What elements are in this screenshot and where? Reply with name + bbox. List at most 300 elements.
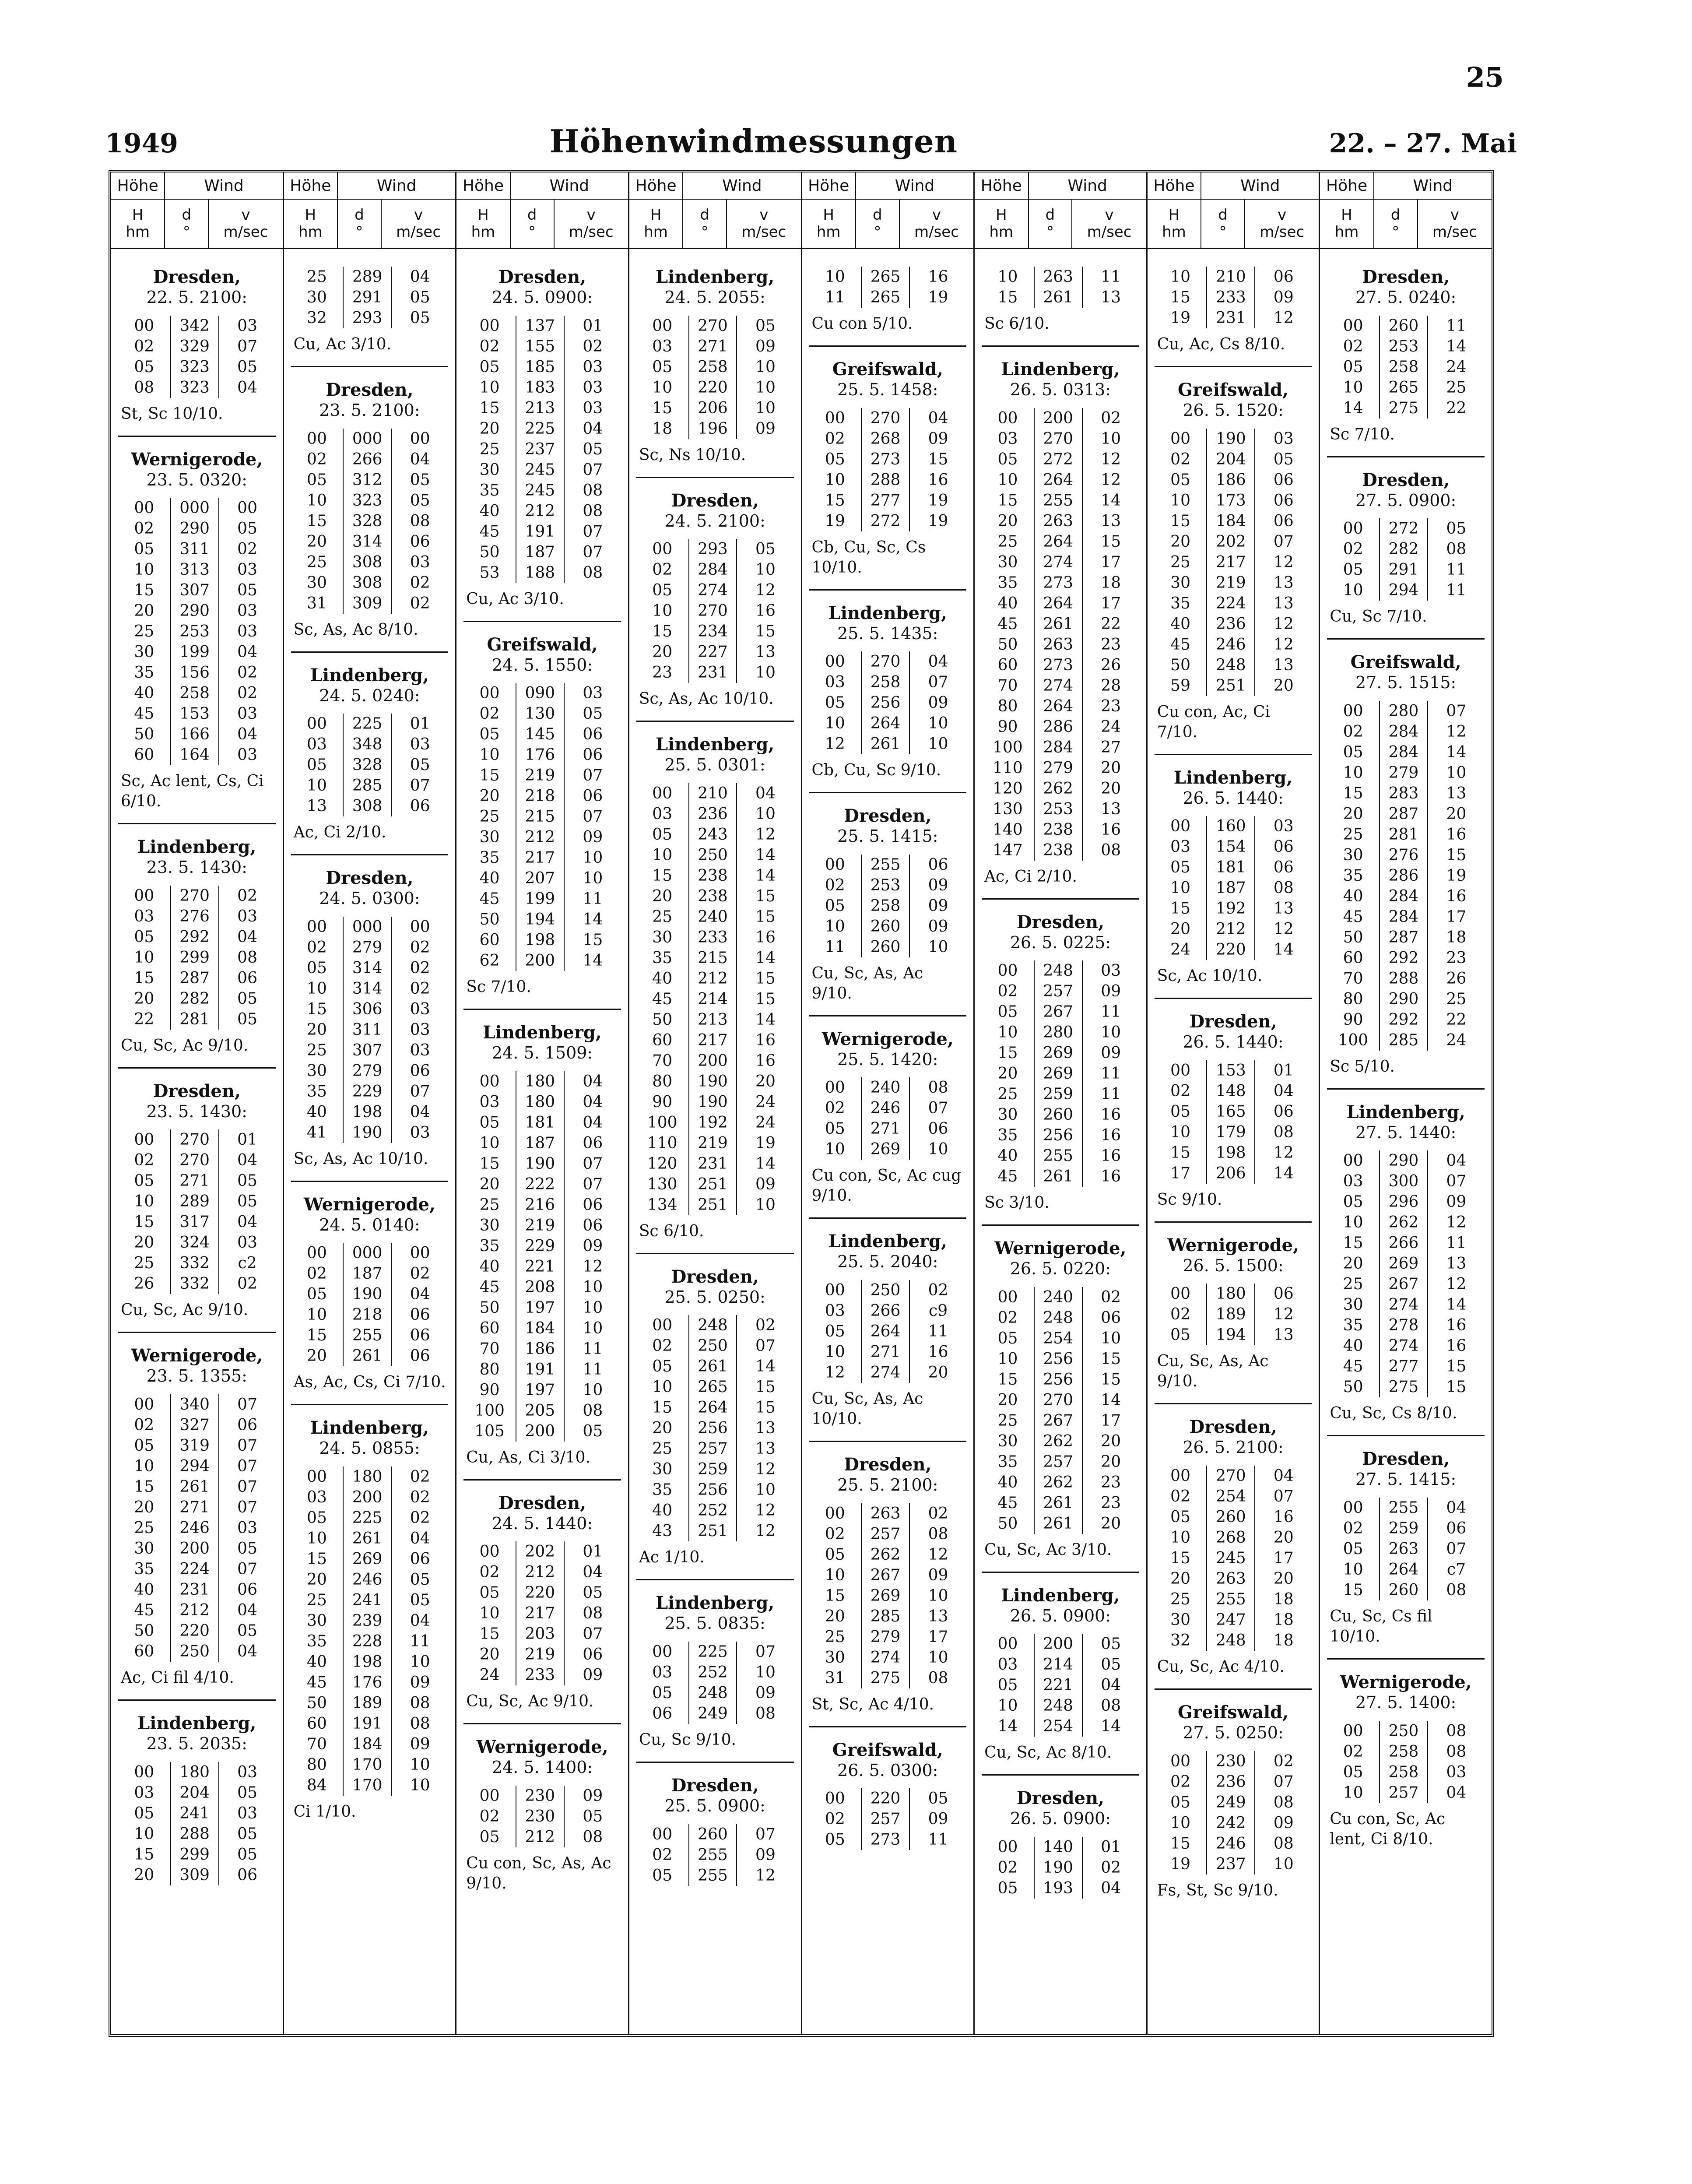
data-row: [1327, 1212, 1485, 1233]
station-block: [636, 1253, 794, 1568]
height-cell: 45: [997, 1494, 1018, 1512]
speed-cell: 08: [928, 1669, 948, 1687]
height-cell: 00: [997, 962, 1018, 980]
cloud-note: Cu, Ac, Cs 8/10.: [1157, 335, 1285, 353]
data-row: [291, 714, 449, 734]
data-row: [118, 1803, 276, 1824]
height-cell: 20: [479, 1646, 500, 1664]
data-row: [809, 672, 967, 693]
data-row: [636, 948, 794, 968]
speed-cell: 08: [1446, 1742, 1467, 1761]
data-row: [291, 1652, 449, 1672]
direction-cell: 273: [1034, 655, 1083, 675]
speed-cell: 08: [583, 1401, 603, 1420]
data-row: [463, 868, 621, 889]
speed-cell: 05: [237, 1172, 257, 1190]
direction-cell: 190: [516, 1154, 565, 1174]
data-row: [118, 906, 276, 927]
header-deg: °: [701, 223, 709, 241]
height-cell: 20: [652, 643, 673, 661]
speed-cell: 06: [583, 1216, 603, 1234]
data-row: [809, 1301, 967, 1321]
direction-cell: 329: [170, 336, 219, 357]
direction-cell: 256: [1034, 1125, 1083, 1146]
speed-cell: 04: [237, 725, 257, 744]
header-wind: Wind: [204, 176, 244, 195]
height-cell: 45: [1170, 635, 1190, 654]
direction-cell: 224: [170, 1559, 219, 1579]
height-cell: 50: [307, 1694, 327, 1712]
data-row: [982, 531, 1139, 552]
data-row: [291, 1284, 449, 1305]
direction-cell: 290: [170, 601, 219, 621]
data-row: [1155, 634, 1312, 655]
speed-cell: 05: [928, 1790, 948, 1808]
height-cell: 80: [997, 697, 1018, 715]
height-cell: 30: [1343, 1296, 1363, 1314]
speed-cell: 23: [1101, 635, 1121, 654]
direction-cell: 324: [170, 1232, 219, 1253]
station-date: 26. 5. 0313:: [1010, 380, 1111, 399]
direction-cell: 220: [170, 1621, 219, 1641]
direction-cell: 234: [688, 621, 737, 642]
speed-cell: 28: [1101, 676, 1121, 695]
data-row: [636, 642, 794, 662]
speed-cell: 07: [928, 673, 948, 692]
speed-cell: 16: [755, 1052, 776, 1070]
station-date: 26. 5. 1520:: [1183, 401, 1284, 420]
height-cell: 10: [1343, 581, 1363, 600]
station-name: Dresden,: [1189, 1011, 1277, 1032]
data-row: [982, 737, 1139, 758]
height-cell: 20: [307, 532, 327, 551]
height-cell: 30: [307, 288, 327, 306]
speed-cell: 05: [237, 1783, 257, 1802]
data-row: [291, 287, 449, 308]
height-cell: 25: [307, 553, 327, 571]
direction-cell: 197: [516, 1298, 565, 1318]
data-row: [291, 1020, 449, 1040]
height-cell: 15: [479, 1154, 500, 1173]
speed-cell: 20: [1101, 1452, 1121, 1471]
direction-cell: 153: [170, 703, 219, 724]
data-row: [1155, 531, 1312, 552]
station-block: [291, 854, 449, 1169]
speed-cell: 06: [410, 797, 430, 816]
speed-cell: 04: [410, 1611, 430, 1630]
direction-cell: 225: [516, 419, 565, 439]
height-cell: 10: [479, 1134, 500, 1152]
data-row: [1155, 1751, 1312, 1772]
height-cell: 20: [1170, 920, 1190, 939]
data-row: [1327, 1356, 1485, 1377]
height-cell: 00: [825, 1504, 845, 1523]
speed-cell: 11: [1446, 317, 1467, 335]
header-hm: hm: [126, 223, 150, 241]
direction-cell: 309: [343, 593, 392, 614]
speed-cell: 03: [237, 907, 257, 925]
direction-cell: 274: [861, 1362, 910, 1383]
height-cell: 12: [825, 1363, 845, 1382]
speed-cell: 27: [1101, 738, 1121, 756]
direction-cell: 180: [343, 1467, 392, 1487]
speed-cell: 07: [583, 1625, 603, 1643]
data-row: [291, 1734, 449, 1755]
column-header: [802, 172, 974, 249]
station-block: [982, 1224, 1139, 1560]
direction-cell: 237: [1206, 1854, 1255, 1875]
header-H: H: [305, 206, 316, 224]
data-row: [463, 336, 621, 357]
speed-cell: 15: [755, 969, 776, 988]
data-row: [118, 745, 276, 765]
height-cell: 25: [134, 1254, 154, 1273]
direction-cell: 288: [861, 470, 910, 490]
data-row: [463, 1827, 621, 1847]
speed-cell: 11: [928, 1831, 948, 1849]
height-cell: 00: [1170, 1285, 1190, 1303]
data-row: [291, 775, 449, 796]
height-cell: 40: [652, 969, 673, 988]
data-row: [463, 1298, 621, 1318]
data-row: [118, 1435, 276, 1456]
height-cell: 10: [1170, 1528, 1190, 1547]
header-H: H: [1341, 206, 1352, 224]
direction-cell: 284: [1379, 886, 1428, 907]
data-row: [1155, 267, 1312, 287]
speed-cell: 09: [1101, 982, 1121, 1001]
speed-cell: 09: [583, 828, 603, 847]
direction-cell: 261: [170, 1477, 219, 1497]
header-v: v: [1450, 206, 1459, 224]
speed-cell: 13: [928, 1607, 948, 1625]
header-d: d: [1218, 206, 1228, 224]
height-cell: 05: [997, 1329, 1018, 1347]
direction-cell: 254: [1034, 1716, 1083, 1737]
height-cell: 45: [1343, 1358, 1363, 1376]
data-row: [118, 1456, 276, 1477]
table-column: [802, 172, 975, 2034]
height-cell: 15: [307, 1326, 327, 1345]
speed-cell: 20: [1101, 1514, 1121, 1533]
data-row: [809, 1280, 967, 1301]
speed-cell: 10: [583, 849, 603, 867]
direction-cell: 236: [1206, 614, 1255, 634]
height-cell: 15: [307, 1550, 327, 1568]
direction-cell: 190: [343, 1122, 392, 1143]
direction-cell: 257: [861, 1524, 910, 1544]
direction-cell: 222: [516, 1174, 565, 1195]
height-cell: 60: [997, 656, 1018, 674]
speed-cell: 02: [410, 573, 430, 592]
speed-cell: 08: [1273, 879, 1294, 897]
direction-cell: 264: [1034, 696, 1083, 717]
data-row: [118, 1865, 276, 1885]
speed-cell: 06: [1273, 491, 1294, 510]
data-row: [1327, 886, 1485, 907]
station-date: 24. 5. 1550:: [491, 655, 593, 675]
data-row: [982, 1390, 1139, 1410]
speed-cell: 10: [755, 1481, 776, 1499]
speed-cell: 12: [1446, 1275, 1467, 1294]
speed-cell: 10: [928, 1648, 948, 1667]
height-cell: 00: [652, 1316, 673, 1335]
direction-cell: 259: [1034, 1084, 1083, 1104]
data-row: [1327, 398, 1485, 419]
speed-cell: 15: [1101, 1370, 1121, 1389]
data-row: [1155, 593, 1312, 614]
header-deg: °: [183, 223, 190, 241]
speed-cell: 09: [583, 1237, 603, 1255]
data-row: [291, 1549, 449, 1569]
speed-cell: 15: [755, 1378, 776, 1396]
column-header: [284, 172, 456, 249]
station-block: [636, 477, 794, 710]
data-row: [118, 886, 276, 906]
station-block: [118, 823, 276, 1056]
height-cell: 05: [1170, 1326, 1190, 1344]
data-row: [1155, 655, 1312, 675]
speed-cell: 14: [755, 1154, 776, 1173]
data-row: [1327, 1741, 1485, 1762]
speed-cell: 03: [410, 1123, 430, 1142]
cloud-note: Cu con, Ac, Ci 7/10.: [1157, 703, 1270, 741]
speed-cell: 15: [928, 450, 948, 468]
speed-cell: 04: [237, 1642, 257, 1660]
station-date: 27. 5. 1400:: [1355, 1692, 1457, 1712]
height-cell: 130: [647, 1175, 678, 1193]
height-cell: 80: [479, 1360, 500, 1379]
speed-cell: 16: [1101, 820, 1121, 839]
height-cell: 00: [479, 684, 500, 703]
data-row: [291, 1569, 449, 1590]
direction-cell: 215: [688, 948, 737, 968]
direction-cell: 277: [861, 490, 910, 511]
data-row: [118, 642, 276, 662]
speed-cell: 10: [1273, 1855, 1294, 1873]
station-block: [636, 1579, 794, 1750]
station-name: Lindenberg,: [656, 734, 775, 755]
height-cell: 45: [479, 1278, 500, 1296]
data-row: [636, 1418, 794, 1438]
data-row: [463, 909, 621, 930]
header-wind: Wind: [1413, 176, 1453, 195]
speed-cell: 14: [583, 952, 603, 970]
data-row: [1155, 1792, 1312, 1813]
height-cell: 45: [134, 705, 154, 723]
height-cell: 11: [825, 288, 845, 306]
data-row: [636, 1051, 794, 1071]
direction-cell: 266: [1379, 1233, 1428, 1253]
height-cell: 00: [1343, 1498, 1363, 1517]
direction-cell: 274: [861, 1647, 910, 1668]
data-row: [1155, 287, 1312, 308]
data-row: [463, 889, 621, 909]
direction-cell: 192: [1206, 898, 1255, 919]
height-cell: 10: [997, 1350, 1018, 1368]
data-row: [118, 518, 276, 539]
column-body: [802, 249, 974, 1861]
height-cell: 02: [134, 520, 154, 538]
data-row: [1155, 1507, 1312, 1527]
speed-cell: 03: [237, 622, 257, 641]
direction-cell: 296: [1379, 1192, 1428, 1212]
station-date: 26. 5. 1440:: [1183, 788, 1284, 808]
direction-cell: 243: [688, 824, 737, 845]
data-row: [463, 1154, 621, 1174]
data-row: [1327, 518, 1485, 539]
height-cell: 20: [1343, 1255, 1363, 1273]
data-row: [1327, 377, 1485, 398]
data-row: [1327, 804, 1485, 824]
station-date: 26. 5. 1440:: [1183, 1032, 1284, 1052]
table-column: [975, 172, 1148, 2034]
direction-cell: 313: [170, 559, 219, 580]
data-row: [291, 1693, 449, 1713]
speed-cell: 05: [237, 1539, 257, 1558]
speed-cell: 05: [583, 1807, 603, 1825]
data-row: [1155, 1304, 1312, 1325]
station-date: 24. 5. 1400:: [491, 1758, 593, 1777]
direction-cell: 212: [516, 1562, 565, 1583]
data-row: [291, 755, 449, 775]
data-row: [1155, 837, 1312, 857]
direction-cell: 145: [516, 724, 565, 745]
station-date: 27. 5. 1415:: [1355, 1470, 1457, 1489]
direction-cell: 192: [688, 1112, 737, 1133]
height-cell: 02: [1343, 1742, 1363, 1761]
direction-cell: 261: [861, 734, 910, 754]
speed-cell: 12: [1273, 920, 1294, 939]
header-hoehe: Höhe: [111, 172, 165, 199]
data-row: [463, 786, 621, 806]
speed-cell: 06: [928, 855, 948, 874]
data-row: [1155, 1486, 1312, 1507]
height-cell: 15: [997, 1370, 1018, 1389]
speed-cell: 09: [755, 337, 776, 355]
height-cell: 40: [997, 1473, 1018, 1491]
speed-cell: 02: [410, 959, 430, 977]
height-cell: 30: [479, 828, 500, 847]
cloud-note: Sc, As, Ac 10/10.: [293, 1150, 428, 1168]
speed-cell: 04: [237, 1601, 257, 1619]
speed-cell: 08: [1273, 1834, 1294, 1853]
direction-cell: 238: [1034, 840, 1083, 861]
height-cell: 20: [1343, 805, 1363, 823]
height-cell: 20: [134, 989, 154, 1008]
direction-cell: 245: [516, 480, 565, 501]
height-cell: 30: [652, 1460, 673, 1479]
header-ms: m/sec: [569, 223, 614, 241]
direction-cell: 307: [343, 1040, 392, 1061]
speed-cell: 02: [1101, 409, 1121, 427]
speed-cell: 24: [1446, 358, 1467, 376]
direction-cell: 191: [343, 1713, 392, 1734]
speed-cell: 14: [755, 1358, 776, 1376]
direction-cell: 206: [1206, 1163, 1255, 1184]
height-cell: 15: [1343, 1581, 1363, 1599]
speed-cell: 16: [1446, 1316, 1467, 1335]
height-cell: 25: [479, 808, 500, 826]
direction-cell: 273: [1034, 573, 1083, 593]
station-date: 27. 5. 0900:: [1355, 490, 1457, 510]
direction-cell: 186: [1206, 470, 1255, 490]
speed-cell: 03: [583, 358, 603, 376]
direction-cell: 254: [1034, 1328, 1083, 1349]
direction-cell: 238: [1034, 819, 1083, 840]
height-cell: 60: [307, 1714, 327, 1733]
cloud-note: Sc, As, Ac 10/10.: [639, 690, 774, 708]
column-body: [1320, 249, 1492, 1861]
station-name: Lindenberg,: [1001, 1585, 1120, 1606]
station-block: [118, 267, 276, 424]
data-row: [636, 621, 794, 642]
direction-cell: 284: [1379, 907, 1428, 927]
direction-cell: 282: [1379, 539, 1428, 559]
direction-cell: 248: [688, 1683, 737, 1703]
direction-cell: 219: [516, 765, 565, 786]
height-cell: 120: [993, 779, 1023, 798]
data-row: [1327, 701, 1485, 721]
cloud-note: Ac, Ci fil 4/10.: [121, 1668, 234, 1687]
direction-cell: 181: [516, 1112, 565, 1133]
data-row: [982, 1675, 1139, 1695]
data-row: [291, 937, 449, 958]
height-cell: 02: [825, 876, 845, 894]
data-row: [291, 1755, 449, 1775]
header-wind: Wind: [549, 176, 589, 195]
speed-cell: 03: [410, 735, 430, 754]
station-name: Dresden,: [1362, 267, 1450, 287]
speed-cell: 04: [1101, 1676, 1121, 1695]
direction-cell: 217: [516, 848, 565, 868]
height-cell: 14: [1343, 399, 1363, 417]
column-body: [629, 249, 801, 1897]
speed-cell: 17: [1101, 1411, 1121, 1430]
direction-cell: 225: [343, 1508, 392, 1528]
height-cell: 10: [652, 378, 673, 397]
data-row: [1327, 1009, 1485, 1030]
data-row: [463, 1583, 621, 1603]
direction-cell: 227: [688, 642, 737, 662]
speed-cell: 05: [237, 1192, 257, 1211]
header-v: v: [1105, 206, 1114, 224]
speed-cell: 03: [1446, 1763, 1467, 1781]
data-row: [636, 1397, 794, 1418]
data-row: [118, 1579, 276, 1600]
station-date: 24. 5. 2055:: [664, 288, 765, 307]
height-cell: 20: [652, 1419, 673, 1438]
speed-cell: 11: [928, 1322, 948, 1340]
speed-cell: 09: [928, 1810, 948, 1829]
header-v: v: [759, 206, 769, 224]
data-row: [636, 845, 794, 865]
direction-cell: 282: [170, 988, 219, 1009]
station-block: [809, 1217, 967, 1429]
header-ms: m/sec: [1087, 223, 1132, 241]
speed-cell: 06: [237, 969, 257, 987]
data-row: [809, 1829, 967, 1850]
data-row: [1327, 1377, 1485, 1397]
height-cell: 24: [479, 1666, 500, 1685]
speed-cell: 12: [755, 825, 776, 844]
data-row: [291, 267, 449, 287]
data-row: [463, 1786, 621, 1806]
height-cell: 00: [307, 1244, 327, 1263]
header-ms: m/sec: [1260, 223, 1305, 241]
cloud-note: Cu con 5/10.: [811, 315, 913, 333]
direction-cell: 269: [861, 1139, 910, 1160]
